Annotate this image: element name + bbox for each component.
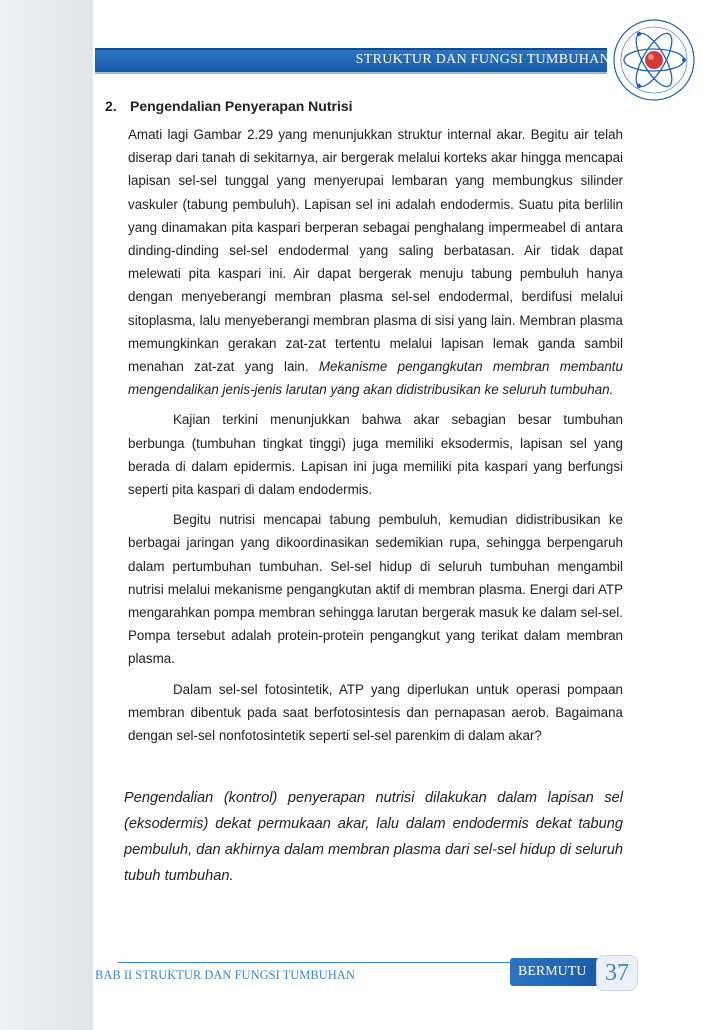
paragraph-4: Dalam sel-sel fotosintetik, ATP yang diperlukan untuk operasi pompaan membran dibentuk pada saat berfotosintesis dan pernapasan aerob. Bagaimana dengan sel-sel nonfotosintetik seperti sel-sel parenkim di dalam akar? [128,681,623,744]
footer-rule [118,962,513,963]
paragraph-3: Begitu nutrisi mencapai tabung pembuluh, kemudian didistribusikan ke berbagai jaringan yang dikoordinasikan sedemikian rupa, sehingga berpengaruh dalam pertumbuhan tumbuhan. Sel-sel hidup di seluruh tumbuhan mengambil nutrisi melalui mekanisme pengangkutan aktif di membran plasma. Energi dari ATP mengarahkan pompa membran sehingga larutan bergerak masuk ke dalam sel-sel. Pompa tersebut adalah protein-protein pengangkut yang terikat dalam membran plasma. [128,512,623,667]
atom-logo-icon [612,18,696,102]
body-text [128,123,623,754]
header-title: STRUKTUR DAN FUNGSI TUMBUHAN [355,52,610,67]
summary-text: Pengendalian (kontrol) penyerapan nutrisi dilakukan dalam lapisan sel (eksodermis) dekat permukaan akar, lalu dalam endodermis dekat tabung pembuluh, dan akhirnya dalam membran plasma dari sel-sel hidup di seluruh tubuh tumbuhan. [124,790,623,884]
footer-brand: BERMUTU [518,964,587,979]
section-title: Pengendalian Penyerapan Nutrisi [130,98,353,114]
paragraph-1-text: Amati lagi Gambar 2.29 yang menunjukkan struktur internal akar. Begitu air telah diserap dari tanah di sekitarnya, air bergerak melalui korteks akar hingga mencapai lapisan sel-sel tunggal yang menyerupai lembaran yang membungkus silinder vaskuler (tabung pembuluh). Lapisan sel ini adalah endodermis. Suatu pita berlilin yang dinamakan pita kaspari berperan sebagai penghalang impermeabel di antara dinding-dinding sel-sel endodermal yang saling berbatasan. Air tidak dapat melewati pita kaspari ini. Air dapat bergerak menuju tabung pembuluh hanya dengan menyeberangi membran plasma sel-sel endodermal, berdifusi melalui sitoplasma, lalu menyeberangi membran plasma di sisi yang lain. Membran plasma memungkinkan gerakan zat-zat tertentu melalui lapisan lemak ganda sambil menahan zat-zat yang lain. [128,127,623,375]
section-number: 2. [105,98,117,114]
page-margin-sidebar [0,0,93,1030]
section-heading [105,98,353,114]
paragraph-2: Kajian terkini menunjukkan bahwa akar sebagian besar tumbuhan berbunga (tumbuhan tingkat tinggi) juga memiliki eksodermis, lapisan sel yang berada di dalam epidermis. Lapisan ini juga memiliki pita kaspari yang berfungsi seperti pita kaspari di dalam endodermis. [128,412,623,498]
page-number: 37 [596,955,638,991]
footer-chapter: BAB II STRUKTUR DAN FUNGSI TUMBUHAN [95,968,355,982]
paragraph-1-italic: Mekanisme pengangkutan membran membantu mengendalikan jenis-jenis larutan yang akan didistribusikan ke seluruh tumbuhan. [128,359,623,398]
paragraph-1 [128,123,623,401]
